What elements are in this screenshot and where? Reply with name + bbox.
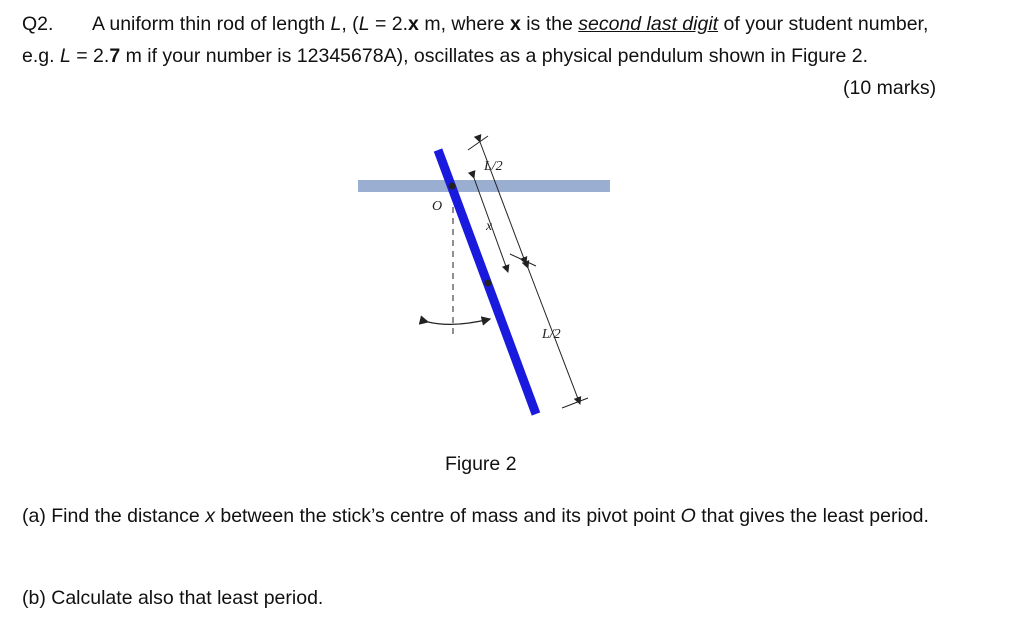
figure-caption: Figure 2 <box>445 453 517 475</box>
pivot-point <box>449 183 456 190</box>
question-number: Q2. <box>22 13 54 35</box>
center-of-mass-point <box>485 280 492 287</box>
label-half-bottom: L/2 <box>542 327 561 342</box>
part-a-text: (a) Find the distance x between the stick’s centre of mass and its pivot point O that gives the least period. <box>22 505 929 527</box>
pendulum-figure <box>350 126 620 426</box>
part-b-text: (b) Calculate also that least period. <box>22 587 324 609</box>
label-half-top: L/2 <box>484 159 503 174</box>
label-pivot: O <box>432 199 443 214</box>
question-text: Q2. A uniform thin rod of length L, (L = 2.x m, where x is the second last digit of your student number, e.g. L = 2.7 m if your number is 12345678A), oscillates as a physical pendulum shown in Figure 2. <box>22 8 952 72</box>
swing-arc <box>428 319 490 324</box>
ceiling-bar <box>358 180 610 192</box>
marks-label: (10 marks) <box>843 77 937 99</box>
emphasis-underlined: second last digit <box>578 13 719 35</box>
label-x: x <box>486 219 493 234</box>
